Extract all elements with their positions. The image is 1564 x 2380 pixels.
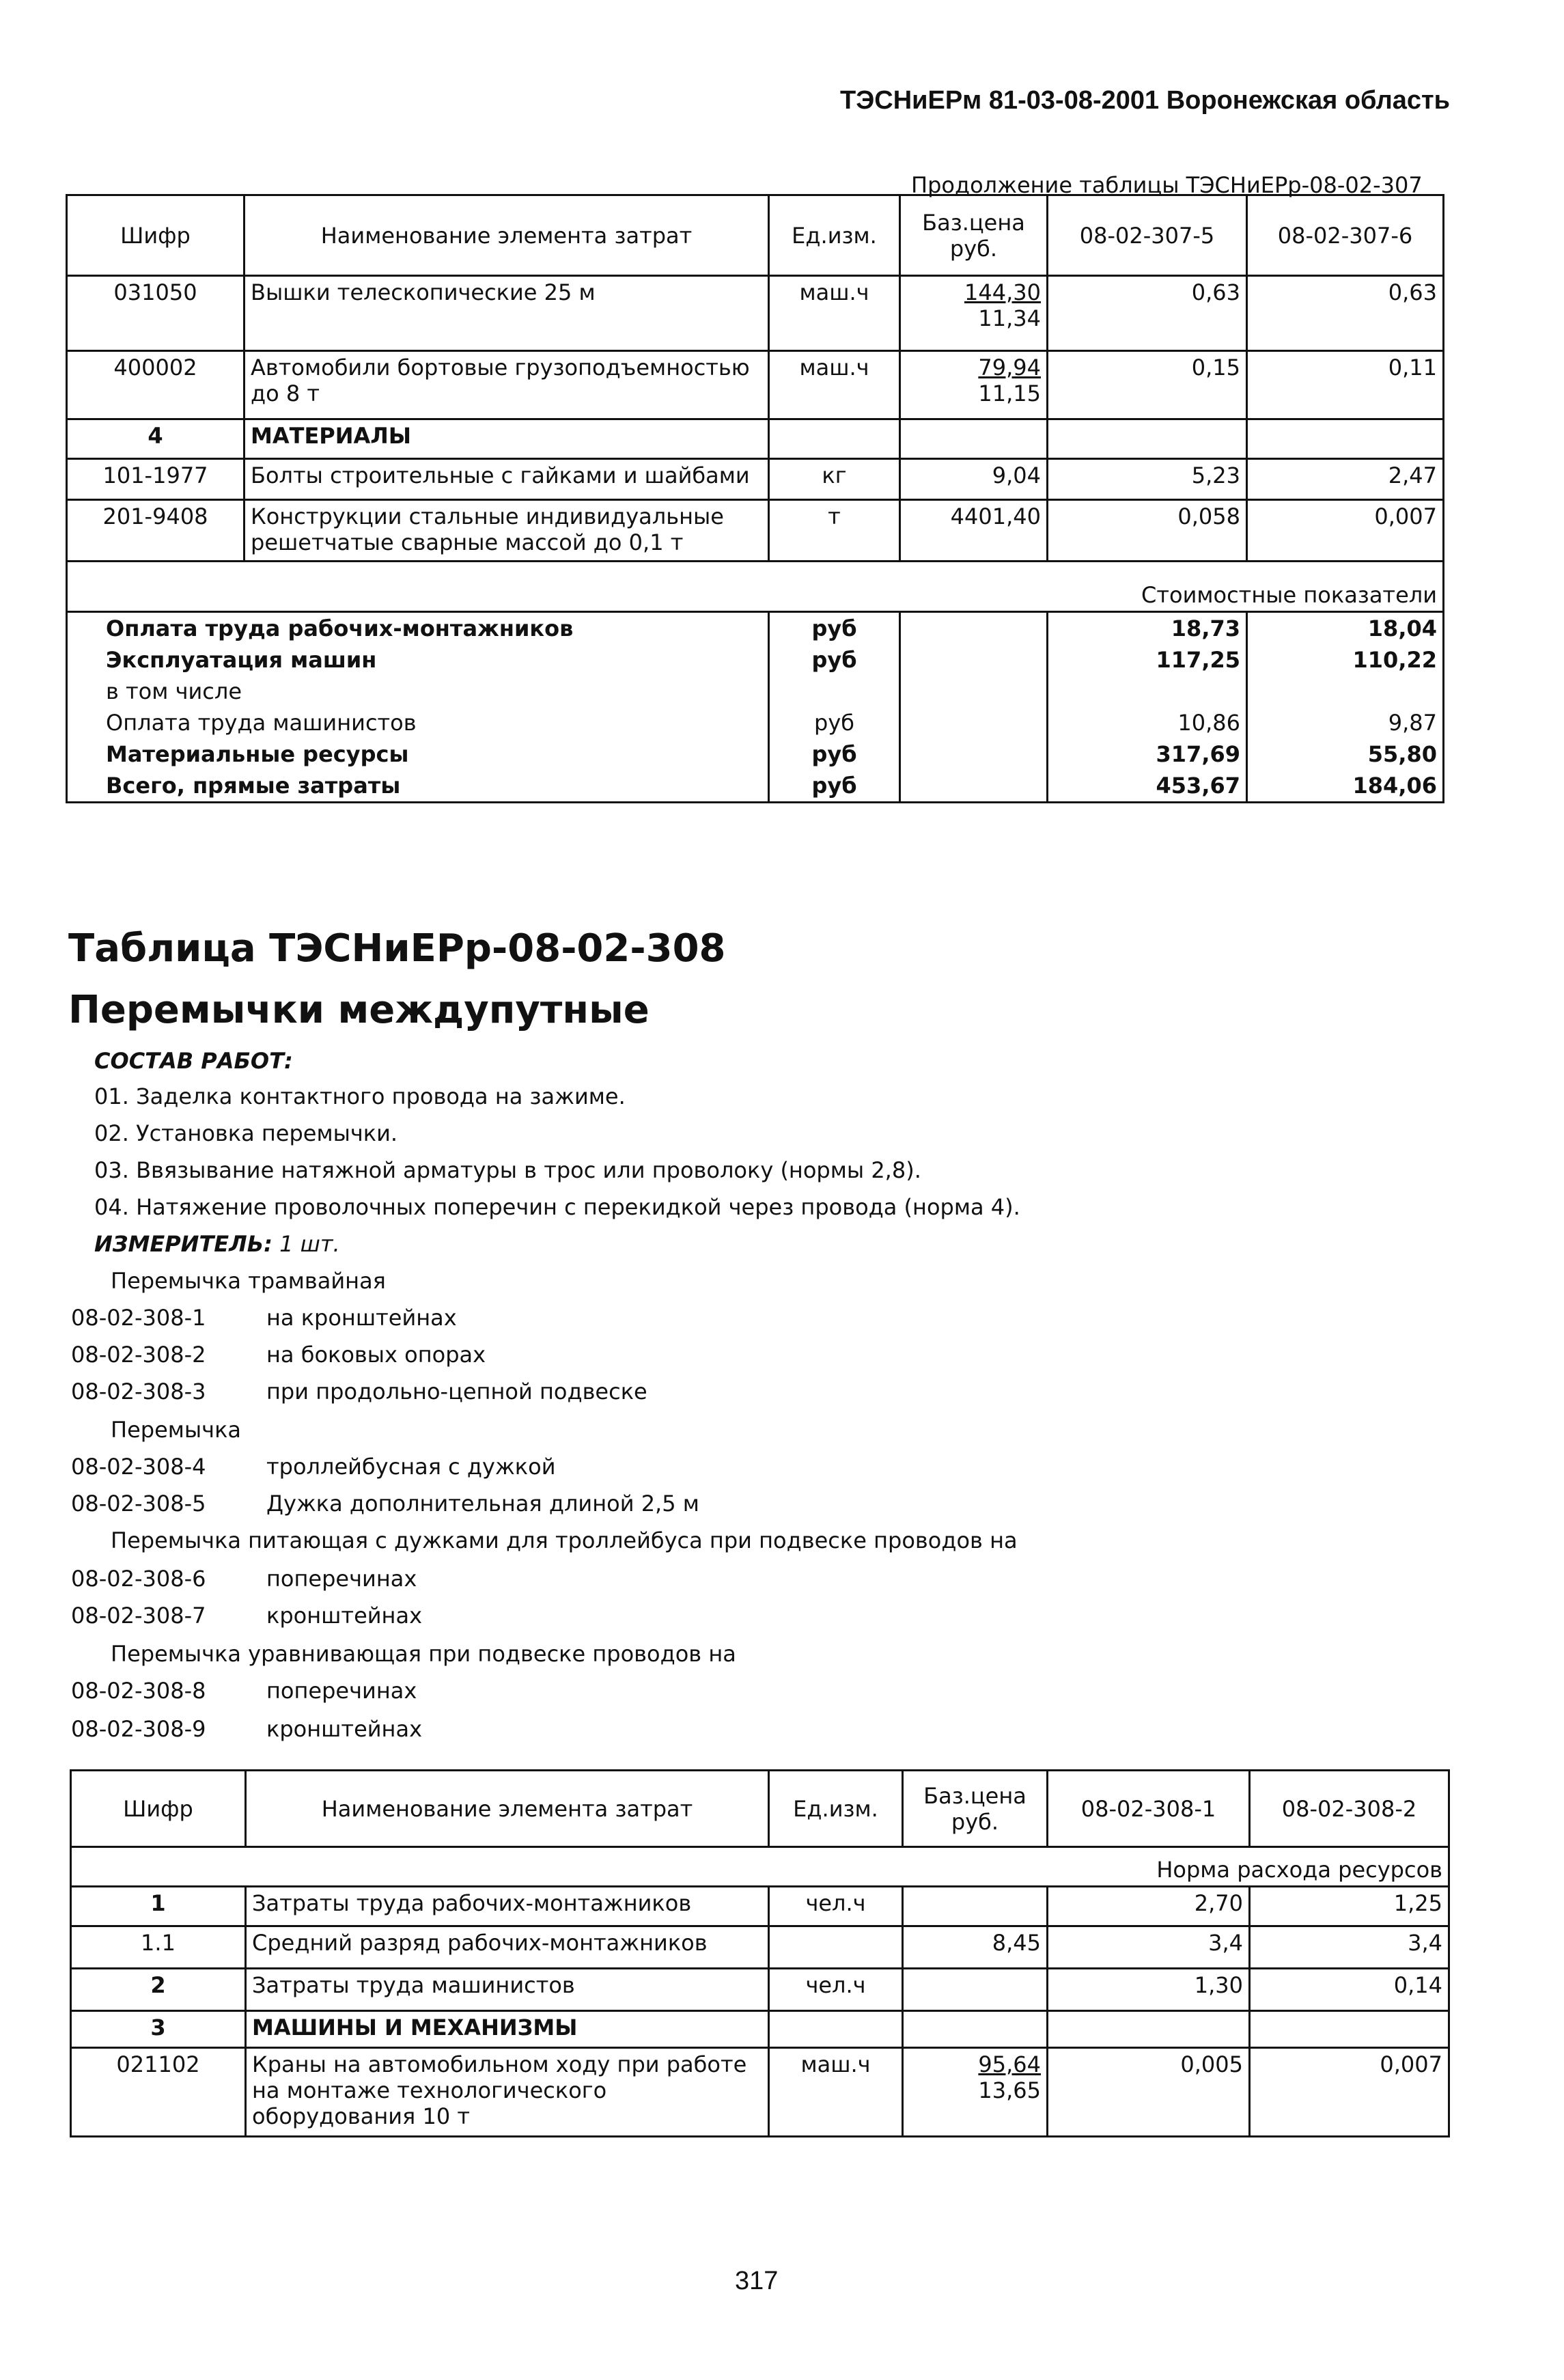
page-number: 317 [735, 2267, 779, 2295]
cost-row [67, 707, 1444, 738]
col-header-name: Наименование элемента затрат [246, 1771, 769, 1847]
cell-price [900, 351, 1048, 419]
cell-name: МАТЕРИАЛЫ [245, 419, 769, 459]
price-base: 79,94 [978, 355, 1041, 380]
cost-header-row [67, 562, 1444, 612]
cell-price [903, 1887, 1048, 1926]
cell-code: 4 [67, 419, 245, 459]
cell-name: Автомобили бортовые грузоподъемностью до 8 т [245, 351, 769, 419]
cell-code: 1.1 [71, 1926, 246, 1969]
cell-v2: 0,63 [1247, 276, 1444, 351]
norm-desc: кронштейнах [266, 1603, 423, 1629]
cell-code: 201-9408 [67, 500, 245, 562]
sostav-label: СОСТАВ РАБОТ: [94, 1048, 293, 1074]
table-row [71, 2011, 1449, 2048]
norm-code: 08-02-308-9 [71, 1716, 206, 1742]
cell-price [903, 1969, 1048, 2011]
group-heading: Перемычка питающая с дужками для троллейбуса при подвеске проводов на [111, 1527, 1018, 1553]
group-heading: Перемычка уравнивающая при подвеске проводов на [111, 1641, 736, 1667]
cost-row [67, 738, 1444, 770]
table-row [67, 500, 1444, 562]
cell-code: 3 [71, 2011, 246, 2048]
norm-desc: поперечинах [266, 1566, 417, 1592]
price-salary: 13,65 [978, 2077, 1041, 2103]
col-header-code: Шифр [67, 195, 245, 276]
cell-unit: маш.ч [769, 276, 900, 351]
table2 [70, 1769, 1450, 2137]
col-header-price: Баз.цена руб. [903, 1771, 1048, 1847]
col-header-price: Баз.цена руб. [900, 195, 1048, 276]
table-subtitle: Перемычки междупутные [68, 988, 650, 1032]
cost-v1: 453,67 [1048, 770, 1247, 803]
cell-code: 2 [71, 1969, 246, 2011]
cell-v1: 3,4 [1048, 1926, 1250, 1969]
izmeritel-value: 1 шт. [279, 1231, 340, 1257]
norm-desc: на кронштейнах [266, 1305, 457, 1331]
table-row [71, 1969, 1449, 2011]
cell-v2: 0,14 [1250, 1969, 1449, 2011]
norm-desc: поперечинах [266, 1678, 417, 1704]
cost-v1: 117,25 [1048, 644, 1247, 676]
col-header-v1: 08-02-307-5 [1048, 195, 1247, 276]
cost-row [67, 770, 1444, 803]
cell-v1: 0,15 [1048, 351, 1247, 419]
cost-row [67, 612, 1444, 645]
price-salary: 11,34 [978, 305, 1041, 331]
cell-code: 031050 [67, 276, 245, 351]
cell-name: Вышки телескопические 25 м [245, 276, 769, 351]
izmeritel [94, 1231, 340, 1257]
norm-code: 08-02-308-3 [71, 1379, 206, 1405]
cell-v1: 0,058 [1048, 500, 1247, 562]
cost-unit: руб [769, 738, 900, 770]
group-heading: Перемычка трамвайная [111, 1268, 386, 1294]
cell-unit: маш.ч [769, 2048, 903, 2137]
cell-price [903, 2048, 1048, 2137]
cell-unit: маш.ч [769, 351, 900, 419]
cost-v1: 10,86 [1048, 707, 1247, 738]
norm-desc: троллейбусная с дужкой [266, 1454, 556, 1480]
cost-v2: 9,87 [1247, 707, 1444, 738]
cell-v1: 0,005 [1048, 2048, 1250, 2137]
cost-name: Оплата труда машинистов [67, 707, 769, 738]
col-header-v2: 08-02-307-6 [1247, 195, 1444, 276]
cost-row [67, 676, 1444, 707]
table1 [66, 194, 1444, 803]
cost-name: Материальные ресурсы [67, 738, 769, 770]
cell-name: Средний разряд рабочих-монтажников [246, 1926, 769, 1969]
cell-name: Конструкции стальные индивидуальные решетчатые сварные массой до 0,1 т [245, 500, 769, 562]
cost-unit: руб [769, 644, 900, 676]
cell-v2: 2,47 [1247, 459, 1444, 500]
cell-name: Болты строительные с гайками и шайбами [245, 459, 769, 500]
table-row [71, 2048, 1449, 2137]
col-header-v2: 08-02-308-2 [1250, 1771, 1449, 1847]
cost-v2: 55,80 [1247, 738, 1444, 770]
cell-v2: 0,007 [1250, 2048, 1449, 2137]
table1-caption: Продолжение таблицы ТЭСНиЕРр-08-02-307 [911, 172, 1423, 198]
norm-code: 08-02-308-1 [71, 1305, 206, 1331]
cell-v1: 2,70 [1048, 1887, 1250, 1926]
table-row [67, 351, 1444, 419]
work-item: 03. Ввязывание натяжной арматуры в трос или проволоку (нормы 2,8). [94, 1157, 921, 1183]
work-item: 02. Установка перемычки. [94, 1120, 398, 1146]
norm-code: 08-02-308-4 [71, 1454, 206, 1480]
cell-name: МАШИНЫ И МЕХАНИЗМЫ [246, 2011, 769, 2048]
cell-unit: чел.ч [769, 1969, 903, 2011]
cell-price: 9,04 [900, 459, 1048, 500]
price-base: 95,64 [978, 2051, 1041, 2077]
price-salary: 11,15 [978, 380, 1041, 406]
col-header-code: Шифр [71, 1771, 246, 1847]
work-item: 01. Заделка контактного провода на зажиме. [94, 1083, 626, 1109]
cost-v2: 184,06 [1247, 770, 1444, 803]
table-row [67, 419, 1444, 459]
cell-v1: 1,30 [1048, 1969, 1250, 2011]
cost-v1: 317,69 [1048, 738, 1247, 770]
table-row [67, 276, 1444, 351]
norm-code: 08-02-308-2 [71, 1342, 206, 1368]
norm-code: 08-02-308-7 [71, 1603, 206, 1629]
norm-desc: при продольно-цепной подвеске [266, 1379, 647, 1405]
table-row [71, 1887, 1449, 1926]
col-header-unit: Ед.изм. [769, 1771, 903, 1847]
col-header-unit: Ед.изм. [769, 195, 900, 276]
cost-v1: 18,73 [1048, 612, 1247, 645]
cost-unit: руб [769, 612, 900, 645]
cell-code: 101-1977 [67, 459, 245, 500]
cell-name: Затраты труда рабочих-монтажников [246, 1887, 769, 1926]
norm-desc: на боковых опорах [266, 1342, 486, 1368]
norm-code: 08-02-308-6 [71, 1566, 206, 1592]
cell-unit: т [769, 500, 900, 562]
cell-v2: 1,25 [1250, 1887, 1449, 1926]
cost-row [67, 644, 1444, 676]
work-item: 04. Натяжение проволочных поперечин с перекидкой через провода (норма 4). [94, 1194, 1020, 1220]
cell-v1: 5,23 [1048, 459, 1247, 500]
col-header-v1: 08-02-308-1 [1048, 1771, 1250, 1847]
table1-header-row [67, 195, 1444, 276]
cell-v2: 0,11 [1247, 351, 1444, 419]
running-header: ТЭСНиЕРм 81-03-08-2001 Воронежская область [840, 86, 1450, 115]
cell-price [900, 276, 1048, 351]
norm-code: 08-02-308-8 [71, 1678, 206, 1704]
cell-unit: кг [769, 459, 900, 500]
norm-code: 08-02-308-5 [71, 1491, 206, 1517]
norm-desc: Дужка дополнительная длиной 2,5 м [266, 1491, 699, 1517]
cell-name: Краны на автомобильном ходу при работе на монтаже технологического оборудования 10 т [246, 2048, 769, 2137]
cost-v2: 18,04 [1247, 612, 1444, 645]
cell-v1: 0,63 [1048, 276, 1247, 351]
cost-name: Эксплуатация машин [67, 644, 769, 676]
cell-price: 8,45 [903, 1926, 1048, 1969]
norm-header: Норма расхода ресурсов [71, 1847, 1449, 1887]
cost-name: в том числе [67, 676, 769, 707]
cost-v2: 110,22 [1247, 644, 1444, 676]
cell-price: 4401,40 [900, 500, 1048, 562]
col-header-name: Наименование элемента затрат [245, 195, 769, 276]
table2-header-row [71, 1771, 1449, 1847]
cost-name: Оплата труда рабочих-монтажников [67, 612, 769, 645]
cell-v2: 0,007 [1247, 500, 1444, 562]
cost-header: Стоимостные показатели [67, 562, 1444, 612]
group-heading: Перемычка [111, 1417, 241, 1443]
cell-unit: чел.ч [769, 1887, 903, 1926]
cell-code: 021102 [71, 2048, 246, 2137]
cost-name: Всего, прямые затраты [67, 770, 769, 803]
norm-header-row [71, 1847, 1449, 1887]
cost-unit: руб [769, 770, 900, 803]
cell-name: Затраты труда машинистов [246, 1969, 769, 2011]
norm-desc: кронштейнах [266, 1716, 423, 1742]
cost-unit: руб [769, 707, 900, 738]
cell-code: 1 [71, 1887, 246, 1926]
table-title: Таблица ТЭСНиЕРр-08-02-308 [68, 926, 726, 971]
izmeritel-label: ИЗМЕРИТЕЛЬ: [94, 1231, 273, 1257]
price-base: 144,30 [964, 279, 1041, 305]
table-row [67, 459, 1444, 500]
cell-v2: 3,4 [1250, 1926, 1449, 1969]
cell-code: 400002 [67, 351, 245, 419]
table-row [71, 1926, 1449, 1969]
cell-unit [769, 1926, 903, 1969]
